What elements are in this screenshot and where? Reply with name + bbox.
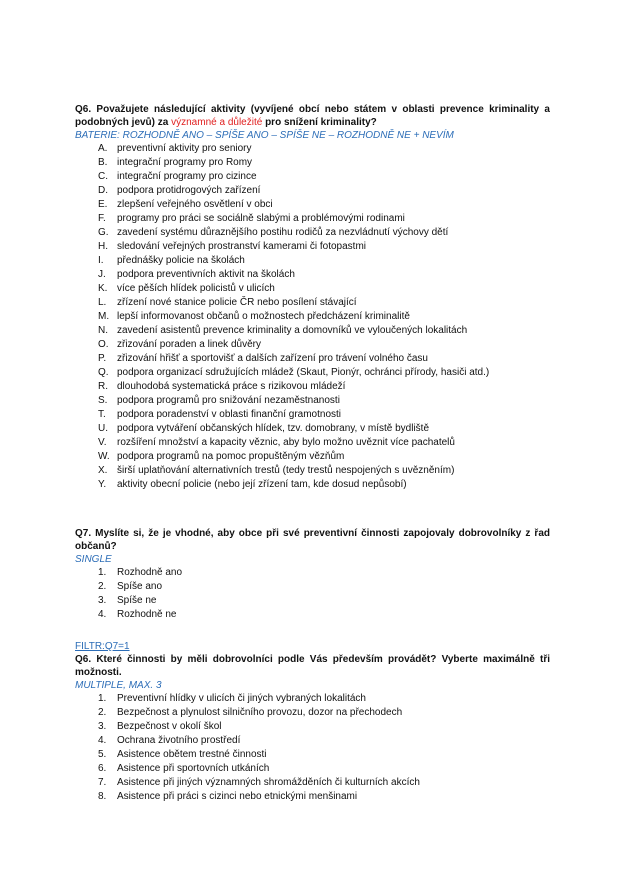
list-item (75, 408, 550, 422)
option-list (75, 142, 550, 492)
list-item (75, 580, 550, 594)
item-marker: X. (98, 465, 108, 476)
item-text: podpora preventivních aktivit na školách (117, 269, 295, 280)
question-instruction: BATERIE: ROZHODNĚ ANO – SPÍŠE ANO – SPÍŠE NE – ROZHODNĚ NE + NEVÍM (75, 130, 454, 141)
item-text: zlepšení veřejného osvětlení v obci (117, 199, 273, 210)
item-text: Rozhodně ne (117, 609, 177, 620)
list-item (75, 226, 550, 240)
item-marker: V. (98, 437, 107, 448)
item-text: programy pro práci se sociálně slabými a problémovými rodinami (117, 213, 405, 224)
item-text: podpora organizací sdružujících mládež (Skaut, Pionýr, ochránci přírody, hasiči atd.) (117, 367, 490, 378)
item-marker: Q. (98, 367, 109, 378)
item-text: Asistence při práci s cizinci nebo etnickými menšinami (117, 791, 358, 802)
item-text: podpora programů pro snižování nezaměstnanosti (117, 395, 340, 406)
item-marker: M. (98, 311, 110, 322)
item-marker: 5. (98, 749, 107, 760)
item-text: Asistence obětem trestné činnosti (117, 749, 267, 760)
item-marker: 4. (98, 609, 107, 620)
list-item (75, 692, 550, 706)
item-text: integrační programy pro cizince (117, 171, 257, 182)
item-text: širší uplatňování alternativních trestů (tedy trestů nespojených s uvězněním) (117, 465, 455, 476)
list-item (75, 296, 550, 310)
item-text: zřízení nové stanice policie ČR nebo posílení stávající (117, 297, 357, 308)
list-item (75, 338, 550, 352)
option-list (75, 566, 550, 622)
item-marker: P. (98, 353, 107, 364)
item-text: podpora programů na pomoc propuštěným vězňům (117, 451, 345, 462)
list-item (75, 156, 550, 170)
item-marker: R. (98, 381, 108, 392)
item-text: dlouhodobá systematická práce s rizikovou mládeží (117, 381, 346, 392)
item-text: podpora vytváření občanských hlídek, tzv. domobrany, v místě bydliště (117, 423, 430, 434)
item-text: zřizování hřišť a sportovišť a dalších zařízení pro trávení volného času (117, 353, 428, 364)
item-marker: B. (98, 157, 108, 168)
item-text: Asistence při sportovních utkáních (117, 763, 270, 774)
question-title: Q7. Myslíte si, že je vhodné, aby obce při své preventivní činnosti zapojovaly dobrovolníky z řad občanů? (75, 528, 550, 552)
list-item (75, 594, 550, 608)
question-q6-volunteers (75, 641, 550, 804)
list-item (75, 268, 550, 282)
list-item (75, 422, 550, 436)
highlighted-phrase: významné a důležité (171, 117, 263, 128)
list-item (75, 706, 550, 720)
item-marker: 2. (98, 707, 107, 718)
item-marker: L. (98, 297, 107, 308)
item-marker: K. (98, 283, 108, 294)
list-item (75, 198, 550, 212)
item-text: Spíše ano (117, 581, 163, 592)
list-item (75, 366, 550, 380)
item-text: Spíše ne (117, 595, 157, 606)
list-item (75, 478, 550, 492)
list-item (75, 352, 550, 366)
item-marker: E. (98, 199, 108, 210)
item-text: zřizování poraden a linek důvěry (117, 339, 261, 350)
list-item (75, 310, 550, 324)
item-text: rozšíření množství a kapacity věznic, aby bylo možno uvěznit více pachatelů (117, 437, 455, 448)
list-item (75, 790, 550, 804)
item-marker: N. (98, 325, 108, 336)
list-item (75, 566, 550, 580)
list-item (75, 450, 550, 464)
item-marker: U. (98, 423, 108, 434)
list-item (75, 240, 550, 254)
list-item (75, 170, 550, 184)
list-item (75, 734, 550, 748)
item-marker: O. (98, 339, 109, 350)
item-text: podpora poradenství v oblasti finanční gramotnosti (117, 409, 342, 420)
item-text: aktivity obecní policie (nebo její zřízení tam, kde dosud nepůsobí) (117, 479, 407, 490)
list-item (75, 324, 550, 338)
item-marker: W. (98, 451, 110, 462)
item-marker: 7. (98, 777, 107, 788)
option-list (75, 692, 550, 804)
item-marker: D. (98, 185, 108, 196)
item-marker: H. (98, 241, 108, 252)
item-marker: Y. (98, 479, 107, 490)
item-marker: 8. (98, 791, 107, 802)
item-marker: C. (98, 171, 108, 182)
item-text: sledování veřejných prostranství kamerami či fotopastmi (117, 241, 366, 252)
item-text: lepší informovanost občanů o možnostech předcházení kriminalitě (117, 311, 410, 322)
item-text: Asistence při jiných významných shromážděních či kulturních akcích (117, 777, 420, 788)
item-marker: 3. (98, 721, 107, 732)
list-item (75, 282, 550, 296)
item-text: Bezpečnost a plynulost silničního provozu, dozor na přechodech (117, 707, 403, 718)
item-marker: 1. (98, 693, 107, 704)
item-text: přednášky policie na školách (117, 255, 245, 266)
item-marker: J. (98, 269, 106, 280)
list-item (75, 608, 550, 622)
item-text: více pěších hlídek policistů v ulicích (117, 283, 275, 294)
item-marker: 3. (98, 595, 107, 606)
list-item (75, 212, 550, 226)
list-item (75, 142, 550, 156)
item-text: zavedení asistentů prevence kriminality a domovníků ve vyloučených lokalitách (117, 325, 468, 336)
question-q7 (75, 527, 550, 622)
list-item (75, 254, 550, 268)
question-instruction: MULTIPLE, MAX. 3 (75, 680, 162, 691)
item-marker: G. (98, 227, 109, 238)
item-marker: I. (98, 255, 104, 266)
item-marker: S. (98, 395, 108, 406)
list-item (75, 720, 550, 734)
item-text: Ochrana životního prostředí (117, 735, 241, 746)
list-item (75, 776, 550, 790)
item-marker: T. (98, 409, 106, 420)
question-title: Q6. Považujete následující aktivity (vyvíjené obcí nebo státem v oblasti prevence kriminality a podobných jevů) za významné a důležité pro snížení kriminality? (75, 104, 550, 128)
list-item (75, 184, 550, 198)
item-marker: 6. (98, 763, 107, 774)
item-marker: 2. (98, 581, 107, 592)
item-marker: 4. (98, 735, 107, 746)
item-text: Rozhodně ano (117, 567, 183, 578)
item-marker: F. (98, 213, 106, 224)
question-instruction: SINGLE (75, 554, 112, 565)
question-title: Q6. Které činnosti by měli dobrovolníci podle Vás především provádět? Vyberte maximálně tři možnosti. (75, 654, 550, 678)
list-item (75, 380, 550, 394)
list-item (75, 394, 550, 408)
list-item (75, 436, 550, 450)
item-text: zavedení systému důraznějšího postihu rodičů za nezvládnutí výchovy dětí (117, 227, 449, 238)
question-q6-battery (75, 103, 550, 492)
filter-label: FILTR:Q7=1 (75, 641, 130, 652)
list-item (75, 748, 550, 762)
item-text: podpora protidrogových zařízení (117, 185, 261, 196)
item-text: integrační programy pro Romy (117, 157, 253, 168)
item-text: preventivní aktivity pro seniory (117, 143, 252, 154)
item-text: Preventivní hlídky v ulicích či jiných vybraných lokalitách (117, 693, 366, 704)
item-marker: 1. (98, 567, 107, 578)
list-item (75, 464, 550, 478)
list-item (75, 762, 550, 776)
item-marker: A. (98, 143, 108, 154)
item-text: Bezpečnost v okolí škol (117, 721, 222, 732)
